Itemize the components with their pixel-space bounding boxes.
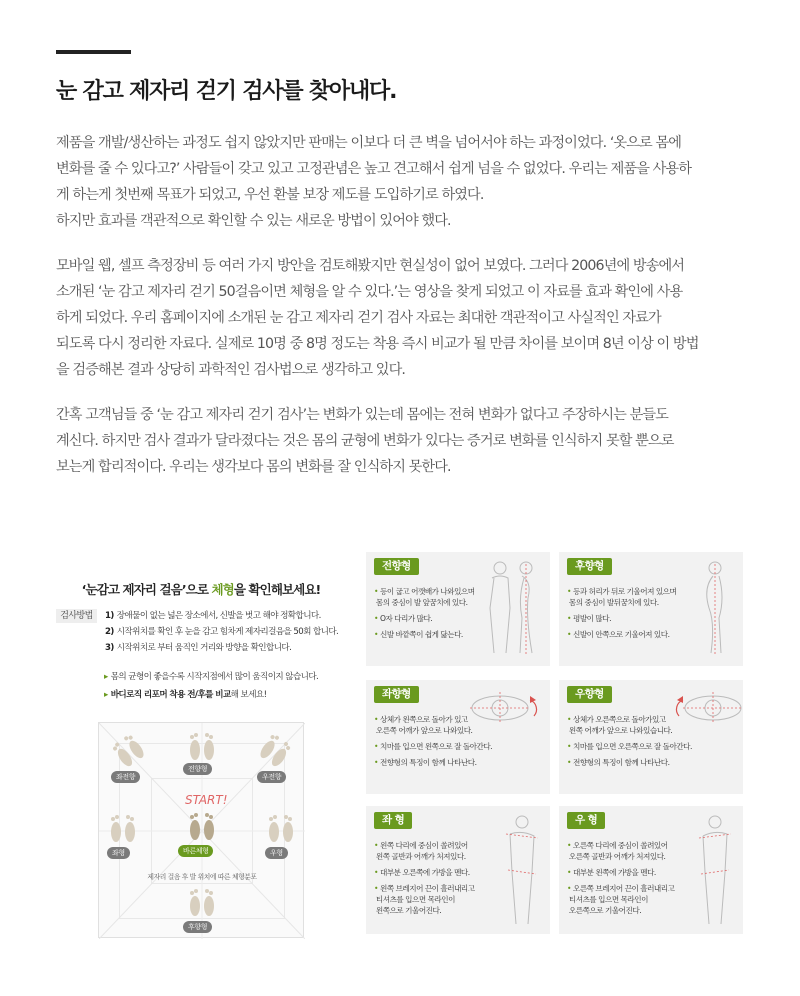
card-item-text: 티셔츠를 입으면 목라인이: [568, 895, 648, 904]
bullet-icon: •: [567, 884, 571, 893]
bullet-icon: •: [374, 587, 378, 596]
guide-title-post: 을 확인해보세요!: [233, 582, 321, 597]
card-item-text: 대부분 오른쪽에 가방을 멘다.: [379, 868, 470, 877]
card-item-text: 등과 허리가 뒤로 기울어져 있으며: [572, 587, 677, 596]
card-item-text: 티셔츠를 입으면 목라인이: [375, 895, 455, 904]
card-item: [374, 586, 475, 608]
card-item-text: 치마를 입으면 왼쪽으로 잘 돌아간다.: [379, 742, 493, 751]
card-item-text: 몸의 중심이 발 앞꿈치에 있다.: [375, 598, 468, 607]
card-item-text: 대부분 왼쪽에 가방을 멘다.: [572, 868, 656, 877]
body-type-card-front: [366, 552, 550, 666]
card-items: [374, 586, 475, 645]
card-tag: 우 형: [567, 812, 605, 829]
step-item: [105, 608, 338, 624]
card-item-text: 왼쪽 브레지어 끈이 흘러내리고: [379, 884, 475, 893]
guide-title-highlight: 체형: [211, 582, 234, 597]
bullet-icon: •: [374, 630, 378, 639]
footprint-icon: [184, 729, 220, 765]
card-tag: 전향형: [374, 558, 419, 575]
bullet-icon: •: [374, 758, 378, 767]
text-line: 모바일 웹, 셀프 측정장비 등 여러 가지 방안을 검토해봤지만 현실성이 없어 보였다. 그러다 2006년에 방송에서: [56, 258, 685, 274]
card-item: [374, 867, 475, 878]
footprint-icon: [105, 811, 141, 847]
text-line: 하지만 효과를 객관적으로 확인할 수 있는 새로운 방법이 있어야 했다.: [56, 213, 451, 229]
card-item: [374, 629, 475, 640]
walking-test-guide: [56, 570, 346, 950]
body-type-card-right: [559, 806, 743, 934]
card-tag: 후향형: [567, 558, 612, 575]
footprint-icon: [184, 885, 220, 921]
method-label: 검사방법: [56, 609, 97, 623]
card-item: [567, 741, 692, 752]
arrow-right-icon: ▸: [104, 690, 108, 700]
bullet-icon: •: [374, 715, 378, 724]
card-item: [374, 613, 475, 624]
step-item: [105, 640, 338, 656]
bullet-icon: •: [567, 587, 571, 596]
rotation-left-icon: [468, 686, 542, 726]
footprint-icon: [184, 809, 220, 845]
guide-title-pre: ‘눈감고 제자리 걸음’으로: [81, 582, 212, 597]
body-type-card-right-rotate: [559, 680, 743, 794]
rotation-right-icon: [671, 686, 745, 726]
card-item: [567, 867, 674, 878]
card-item: [374, 741, 492, 752]
step-item: [105, 624, 338, 640]
card-item-text: 전향형의 특징이 함께 나타난다.: [379, 758, 477, 767]
foot-position-diagram: [98, 722, 304, 938]
note-item: [104, 686, 318, 704]
bullet-icon: •: [374, 614, 378, 623]
bullet-icon: •: [567, 868, 571, 877]
card-item: [567, 629, 676, 640]
card-item: [567, 757, 692, 768]
text-line: 을 검증해본 결과 상당히 과학적인 검사법으로 생각하고 있다.: [56, 362, 406, 378]
card-item: [374, 840, 475, 862]
card-item-text: 오른쪽 골반과 어깨가 처져있다.: [568, 852, 666, 861]
body-figure-icon: [502, 812, 542, 928]
card-tag: 좌 형: [374, 812, 412, 829]
text-line: 게 하는게 첫번째 목표가 되었고, 우선 환불 보장 제도를 도입하기로 하였다.: [56, 187, 484, 203]
bullet-icon: •: [567, 614, 571, 623]
text-line: 되도록 다시 정리한 자료다. 실제로 10명 중 8명 정도는 착용 즉시 비교가 될 만큼 차이를 보이며 8년 이상 이 방법: [56, 336, 699, 352]
card-item-text: 치마를 입으면 오른쪽으로 잘 돌아간다.: [572, 742, 692, 751]
card-item-text: 왼쪽으로 기울어진다.: [375, 906, 442, 915]
text-line: 계신다. 하지만 검사 결과가 달라졌다는 것은 몸의 균형에 변화가 있다는 증거로 변화를 인식하지 못할 뿐으로: [56, 433, 674, 449]
paragraph-1: [56, 130, 756, 234]
footprint-icon: [263, 811, 299, 847]
note-text: 몸의 균형이 좋을수록 시작지점에서 많이 움직이지 않습니다.: [110, 672, 319, 682]
card-item-text: 왼쪽 골반과 어깨가 처져있다.: [375, 852, 466, 861]
text-line: 변화를 줄 수 있다고?’ 사람들이 갖고 있고 고정관념은 높고 견고해서 쉽게 넘을 수 없었다. 우리는 제품을 사용하: [56, 161, 692, 177]
position-label-left: 좌형: [107, 847, 130, 859]
body-text: [56, 130, 756, 499]
note-item: [104, 668, 318, 686]
page-title: 눈 감고 제자리 걷기 검사를 찾아내다.: [56, 79, 397, 104]
bullet-icon: •: [374, 868, 378, 877]
title-rule: [56, 50, 131, 54]
diagram-caption: 제자리 걸음 후 발 위치에 따른 체형분포: [147, 873, 257, 881]
position-label-center: 바른체형: [178, 845, 213, 857]
paragraph-3: [56, 402, 756, 480]
card-item: [374, 883, 475, 916]
text-line: 간혹 고객님들 중 ‘눈 감고 제자리 걷기 검사’는 변화가 있는데 몸에는 전혀 변화가 없다고 주장하시는 분들도: [56, 407, 668, 423]
card-item-text: O자 다리가 많다.: [379, 614, 433, 623]
position-label-right: 우형: [265, 847, 288, 859]
step-text: 장애물이 없는 넓은 장소에서, 신발을 벗고 해야 정확합니다.: [116, 611, 321, 621]
card-item: [567, 613, 676, 624]
text-line: 하게 되었다. 우리 홈페이지에 소개된 눈 감고 제자리 걷기 검사 자료는 최대한 객관적이고 사실적인 자료가: [56, 310, 661, 326]
card-items: [567, 586, 676, 645]
guide-title: [56, 580, 346, 598]
step-number: 2): [105, 627, 114, 637]
bullet-icon: •: [374, 884, 378, 893]
card-item-text: 오른쪽 브레지어 끈이 흘러내리고: [572, 884, 675, 893]
bullet-icon: •: [567, 841, 571, 850]
card-item-text: 왼쪽 어깨가 앞으로 나와있습니다.: [568, 726, 673, 735]
step-text: 시작위치를 확인 후 눈을 감고 힘차게 제자리걸음을 50회 합니다.: [116, 627, 339, 637]
card-item-text: 오른쪽 어깨가 앞으로 나와있다.: [375, 726, 473, 735]
card-item: [374, 757, 492, 768]
text-line: 소개된 ‘눈 감고 제자리 걷기 50걸음이면 체형을 알 수 있다.’는 영상을 찾게 되었고 이 자료를 효과 확인에 사용: [56, 284, 683, 300]
note-bold: 바디로직 리포머 착용 전/후를 비교: [110, 690, 231, 700]
card-item-text: 전향형의 특징이 함께 나타난다.: [572, 758, 670, 767]
method-steps: [105, 608, 338, 656]
card-item-text: 평발이 많다.: [572, 614, 611, 623]
step-text: 시작위치로 부터 움직인 거리와 방향을 확인합니다.: [116, 643, 292, 653]
start-text: START!: [185, 793, 228, 807]
card-item: [567, 883, 674, 916]
body-figure-icon: [482, 558, 542, 658]
step-number: 1): [105, 611, 114, 621]
card-item-text: 신발 바깥쪽이 쉽게 닳는다.: [379, 630, 463, 639]
note-text: 해 보세요!: [230, 690, 267, 700]
card-item-text: 상체가 오른쪽으로 돌아가있고: [572, 715, 666, 724]
card-tag: 우향형: [567, 686, 612, 703]
guide-notes: [104, 668, 318, 704]
card-item-text: 왼쪽 다리에 중심이 쏠려있어: [379, 841, 468, 850]
body-type-card-back: [559, 552, 743, 666]
paragraph-2: [56, 253, 756, 383]
card-item: [567, 840, 674, 862]
card-items: [374, 840, 475, 921]
step-number: 3): [105, 643, 114, 653]
card-item: [567, 586, 676, 608]
card-tag: 좌향형: [374, 686, 419, 703]
bullet-icon: •: [567, 758, 571, 767]
card-item-text: 신발이 안쪽으로 기울어져 있다.: [572, 630, 670, 639]
bullet-icon: •: [374, 742, 378, 751]
bullet-icon: •: [567, 742, 571, 751]
bullet-icon: •: [374, 841, 378, 850]
body-type-card-left-rotate: [366, 680, 550, 794]
card-item-text: 상체가 왼쪽으로 돌아가 있고: [379, 715, 468, 724]
position-label-back: 후향형: [183, 921, 212, 933]
body-type-card-left: [366, 806, 550, 934]
position-label-front: 전향형: [183, 763, 212, 775]
text-line: 보는게 합리적이다. 우리는 생각보다 몸의 변화를 잘 인식하지 못한다.: [56, 459, 451, 475]
card-item-text: 오른쪽 다리에 중심이 쏠려있어: [572, 841, 668, 850]
text-line: 제품을 개발/생산하는 과정도 쉽지 않았지만 판매는 이보다 더 큰 벽을 넘어서야 하는 과정이었다. ‘옷으로 몸에: [56, 135, 682, 151]
position-label-front-right: 우전향: [257, 771, 286, 783]
card-item-text: 등이 굽고 어깻배가 나와있으며: [379, 587, 475, 596]
bullet-icon: •: [567, 715, 571, 724]
arrow-right-icon: ▸: [104, 672, 108, 682]
bullet-icon: •: [567, 630, 571, 639]
card-items: [567, 840, 674, 921]
card-item-text: 몸의 중심이 발뒤꿈치에 있다.: [568, 598, 659, 607]
body-figure-icon: [695, 812, 735, 928]
card-item-text: 오른쪽으로 기울어진다.: [568, 906, 642, 915]
body-figure-icon: [695, 558, 735, 658]
position-label-front-left: 좌전향: [111, 771, 140, 783]
